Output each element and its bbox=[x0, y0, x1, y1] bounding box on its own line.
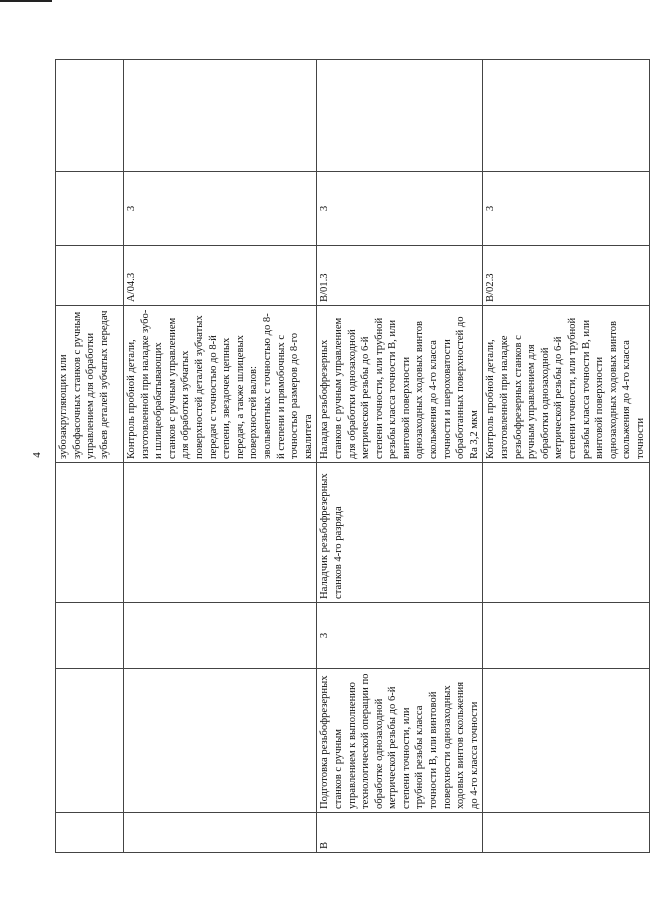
table-row bbox=[483, 60, 649, 853]
scan-edge-mark bbox=[0, 0, 52, 2]
task-level-cell: 3 bbox=[317, 172, 483, 246]
task-name-cell: Наладка резьбофрезерных станков с ручным управлением для обработки однозаходной метрической резьбы до 6-й степени точности, или трубной резьбы класса точности В, или винтовой поверхности однозаходных ходовых винтов скольжения до 4-го класса точности и шероховатости обработанных поверхностей до Ra 3,2 мкм bbox=[317, 306, 483, 463]
function-code-cell bbox=[124, 813, 317, 853]
rotated-table-sheet bbox=[55, 60, 646, 853]
task-code-cell bbox=[56, 246, 124, 306]
table-row bbox=[56, 60, 124, 853]
task-name-cell: Контроль пробной детали, изготовленной при наладке резьбофрезерных станков с ручным управлением для обработки однозаходной метрической резьбы до 6-й степени точности, или трубной резьбы класса точности В, или винтовой поверхности однозаходных ходовых винтов скольжения до 4-го класса точности bbox=[483, 306, 649, 463]
task-name-cell: зубозакругляющих или зубофасочных станков с ручным управлением для обработки зубьев деталей зубчатых передач bbox=[56, 306, 124, 463]
function-code-cell bbox=[483, 813, 649, 853]
empty-cell bbox=[56, 60, 124, 172]
function-name-cell bbox=[124, 669, 317, 813]
qualification-level-cell: 3 bbox=[317, 603, 483, 669]
task-level-cell: 3 bbox=[483, 172, 649, 246]
function-code-cell: В bbox=[317, 813, 483, 853]
task-code-cell: В/02.3 bbox=[483, 246, 649, 306]
qualification-level-cell bbox=[56, 603, 124, 669]
qualification-level-cell bbox=[124, 603, 317, 669]
page-number: 4 bbox=[31, 452, 43, 458]
qualification-level-cell bbox=[483, 603, 649, 669]
function-task-table bbox=[55, 59, 650, 853]
empty-cell bbox=[317, 60, 483, 172]
function-name-cell bbox=[483, 669, 649, 813]
empty-cell bbox=[124, 60, 317, 172]
function-name-cell bbox=[56, 669, 124, 813]
table-row bbox=[317, 60, 483, 853]
profession-name-cell bbox=[483, 463, 649, 603]
profession-name-cell: Наладчик резьбофрезерных станков 4-го разряда bbox=[317, 463, 483, 603]
task-code-cell: В/01.3 bbox=[317, 246, 483, 306]
profession-name-cell bbox=[56, 463, 124, 603]
empty-cell bbox=[483, 60, 649, 172]
task-name-cell: Контроль пробной детали, изготовленной при наладке зубо- и шлицеобрабатывающих станков с ручным управлением для обработки зубчатых поверхностей деталей зубчатых передач с точностью до 8-й степени, звездочек цепных передач, а также шлицевых поверхностей валов: эвольвентных с точностью до 8-й степени и прямобочных с точностью размеров до 8-го квалитета bbox=[124, 306, 317, 463]
function-code-cell bbox=[56, 813, 124, 853]
function-name-cell: Подготовка резьбофрезерных станков с ручным управлением к выполнению технологической операции по обработке однозаходной метрической резьбы до 6-й степени точности, или трубной резьбы класса точности В, или винтовой поверхности однозаходных ходовых винтов скольжения до 4-го класса точности bbox=[317, 669, 483, 813]
task-level-cell bbox=[56, 172, 124, 246]
profession-name-cell bbox=[124, 463, 317, 603]
task-code-cell: А/04.3 bbox=[124, 246, 317, 306]
table-row bbox=[124, 60, 317, 853]
task-level-cell: 3 bbox=[124, 172, 317, 246]
